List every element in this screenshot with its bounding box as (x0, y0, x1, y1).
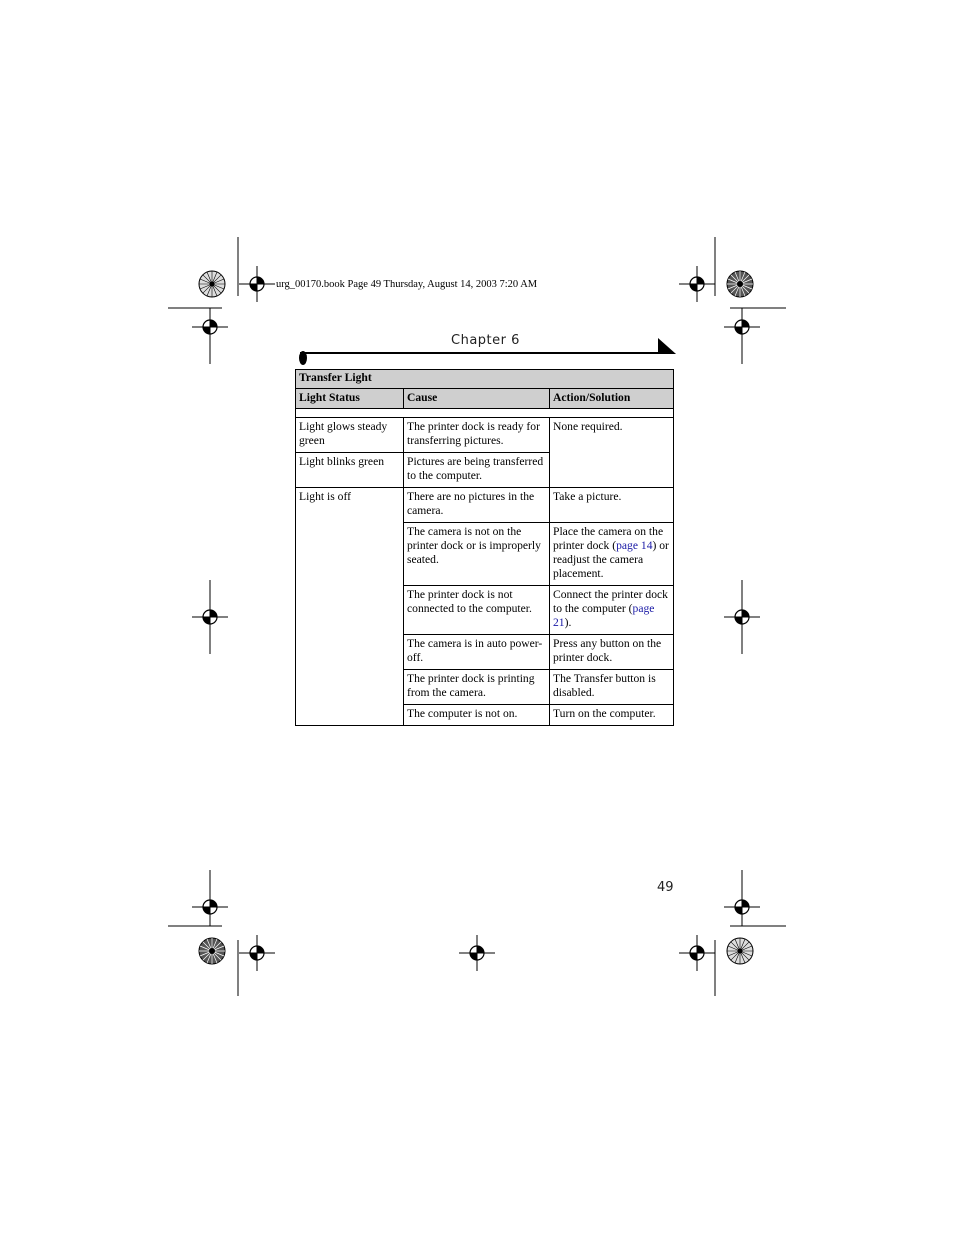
action-cell: Connect the printer dock to the computer (page 21). (550, 586, 674, 635)
table-row (296, 488, 674, 523)
column-header-cause: Cause (404, 389, 550, 409)
cause-cell: The camera is not on the printer dock or is improperly seated. (404, 523, 550, 586)
page-14-link[interactable]: page 14 (616, 539, 653, 552)
cause-cell: The camera is in auto power-off. (404, 635, 550, 670)
crosshair-icon (679, 266, 715, 302)
light-status-cell: Light blinks green (296, 453, 404, 488)
print-slug: urg_00170.book Page 49 Thursday, August 14, 2003 7:20 AM (276, 279, 538, 290)
cause-cell: Pictures are being transferred to the computer. (404, 453, 550, 488)
registration-star-icon (199, 938, 225, 964)
crosshair-icon (459, 935, 495, 971)
cause-cell: There are no pictures in the camera. (404, 488, 550, 523)
page-number: 49 (657, 880, 674, 895)
action-cell: Turn on the computer. (550, 705, 674, 726)
cause-cell: The printer dock is printing from the camera. (404, 670, 550, 705)
action-cell: None required. (550, 418, 674, 488)
column-header-light-status: Light Status (296, 389, 404, 409)
column-header-action: Action/Solution (550, 389, 674, 409)
cause-cell: The computer is not on. (404, 705, 550, 726)
light-status-cell: Light glows steady green (296, 418, 404, 453)
registration-star-icon (199, 271, 225, 297)
action-cell: Place the camera on the printer dock (page 14) or readjust the camera placement. (550, 523, 674, 586)
crosshair-icon (239, 266, 275, 302)
registration-star-icon (727, 271, 753, 297)
action-cell: Take a picture. (550, 488, 674, 523)
table-row (296, 418, 674, 453)
chapter-heading: Chapter 6 (451, 333, 520, 348)
action-cell: Press any button on the printer dock. (550, 635, 674, 670)
action-cell: The Transfer button is disabled. (550, 670, 674, 705)
cause-cell: The printer dock is ready for transferring pictures. (404, 418, 550, 453)
table-title: Transfer Light (296, 370, 674, 389)
crosshair-icon (679, 935, 715, 971)
page-21-link[interactable]: page 21 (553, 602, 655, 629)
chapter-rule (296, 334, 680, 368)
crosshair-icon (239, 935, 275, 971)
cause-cell: The printer dock is not connected to the computer. (404, 586, 550, 635)
light-status-cell: Light is off (296, 488, 404, 726)
registration-star-icon (727, 938, 753, 964)
transfer-light-table (295, 369, 674, 726)
